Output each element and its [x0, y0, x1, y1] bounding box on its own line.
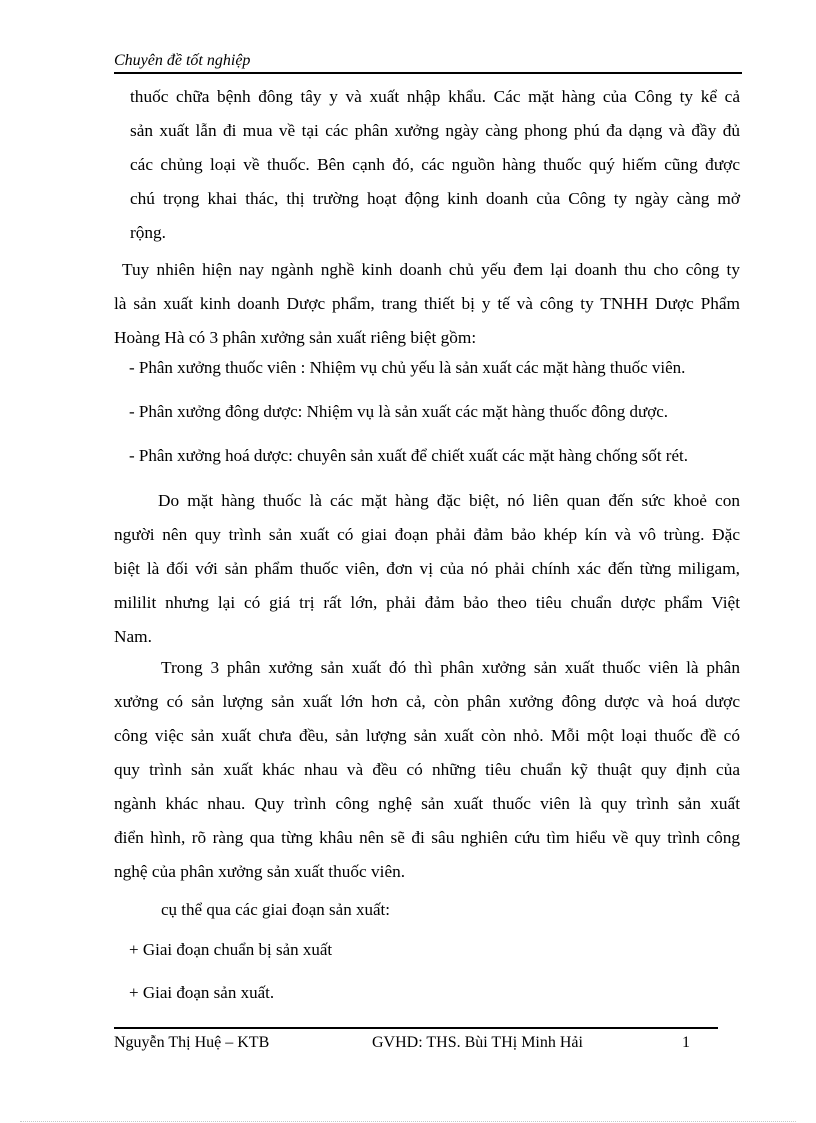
- bullet-item: - Phân xưởng thuốc viên : Nhiệm vụ chủ yếu là sản xuất các mặt hàng thuốc viên.: [129, 358, 686, 377]
- text-line: Do mặt hàng thuốc là các mặt hàng đặc biệt, nó liên quan đến sức khoẻ con: [158, 491, 740, 510]
- bullet-item: - Phân xưởng đông dược: Nhiệm vụ là sản xuất các mặt hàng thuốc đông dược.: [129, 402, 668, 421]
- paragraph-4: [114, 484, 740, 654]
- text-line: xưởng có sản lượng sản xuất lớn hơn cả, còn phân xưởng đông dược và hoá dược: [114, 692, 740, 711]
- text-line: điển hình, rõ ràng qua từng khâu nên sẽ đi sâu nghiên cứu tìm hiểu về quy trình công: [114, 828, 740, 847]
- page-edge-divider: [20, 1121, 796, 1122]
- paragraph-5: [114, 651, 740, 889]
- paragraph-8: + Giai đoạn sản xuất.: [129, 983, 275, 1002]
- text-line: rộng.: [130, 223, 166, 242]
- text-line: các chủng loại về thuốc. Bên cạnh đó, các nguồn hàng thuốc quý hiếm cũng được: [130, 155, 740, 174]
- text-line: công việc sản xuất chưa đều, sản lượng sản xuất còn nhỏ. Mỗi một loại thuốc đề có: [114, 726, 740, 745]
- paragraph-6: cụ thể qua các giai đoạn sản xuất:: [161, 900, 390, 919]
- text-line: Hoàng Hà có 3 phân xưởng sản xuất riêng biệt gồm:: [114, 328, 477, 347]
- text-line: chú trọng khai thác, thị trường hoạt động kinh doanh của Công ty ngày càng mở: [130, 189, 740, 208]
- text-line: sản xuất lẫn đi mua về tại các phân xưởng ngày càng phong phú đa dạng và đầy đủ: [130, 121, 740, 140]
- text-line: thuốc chữa bệnh đông tây y và xuất nhập khẩu. Các mặt hàng của Công ty kể cả: [130, 87, 740, 106]
- footer-rule: [114, 1027, 718, 1029]
- text-line: mililit nhưng lại có giá trị rất lớn, phải đảm bảo theo tiêu chuẩn dược phẩm Việt: [114, 593, 740, 612]
- paragraph-2: [114, 253, 740, 355]
- paragraph-1: [114, 80, 740, 250]
- text-line: ngành khác nhau. Quy trình công nghệ sản xuất thuốc viên là quy trình sản xuất: [114, 794, 740, 813]
- paragraph-7: + Giai đoạn chuẩn bị sản xuất: [129, 940, 333, 959]
- footer-advisor: GVHD: THS. Bùi THị Minh Hải: [372, 1034, 583, 1051]
- header-rule: [114, 72, 742, 74]
- bullet-item: - Phân xưởng hoá dược: chuyên sản xuất để chiết xuất các mặt hàng chống sốt rét.: [129, 446, 688, 465]
- page-number: 1: [682, 1034, 690, 1051]
- text-line: quy trình sản xuất khác nhau và đều có những tiêu chuẩn kỹ thuật quy định của: [114, 760, 740, 779]
- text-line: Tuy nhiên hiện nay ngành nghề kinh doanh chủ yếu đem lại doanh thu cho công ty: [122, 260, 740, 279]
- text-line: nghệ của phân xưởng sản xuất thuốc viên.: [114, 862, 406, 881]
- text-line: Nam.: [114, 627, 152, 646]
- text-line: biệt là đối với sản phẩm thuốc viên, đơn vị của nó phải chính xác đến từng miligam,: [114, 559, 740, 578]
- text-line: người nên quy trình sản xuất có giai đoạn phải đảm bảo khép kín và vô trùng. Đặc: [114, 525, 740, 544]
- text-line: Trong 3 phân xưởng sản xuất đó thì phân xưởng sản xuất thuốc viên là phân: [161, 658, 740, 677]
- text-line: là sản xuất kinh doanh Dược phẩm, trang thiết bị y tế và công ty TNHH Dược Phẩm: [114, 294, 740, 313]
- footer-author: Nguyễn Thị Huệ – KTB: [114, 1034, 270, 1051]
- page-header-title: Chuyên đề tốt nghiệp: [114, 52, 251, 69]
